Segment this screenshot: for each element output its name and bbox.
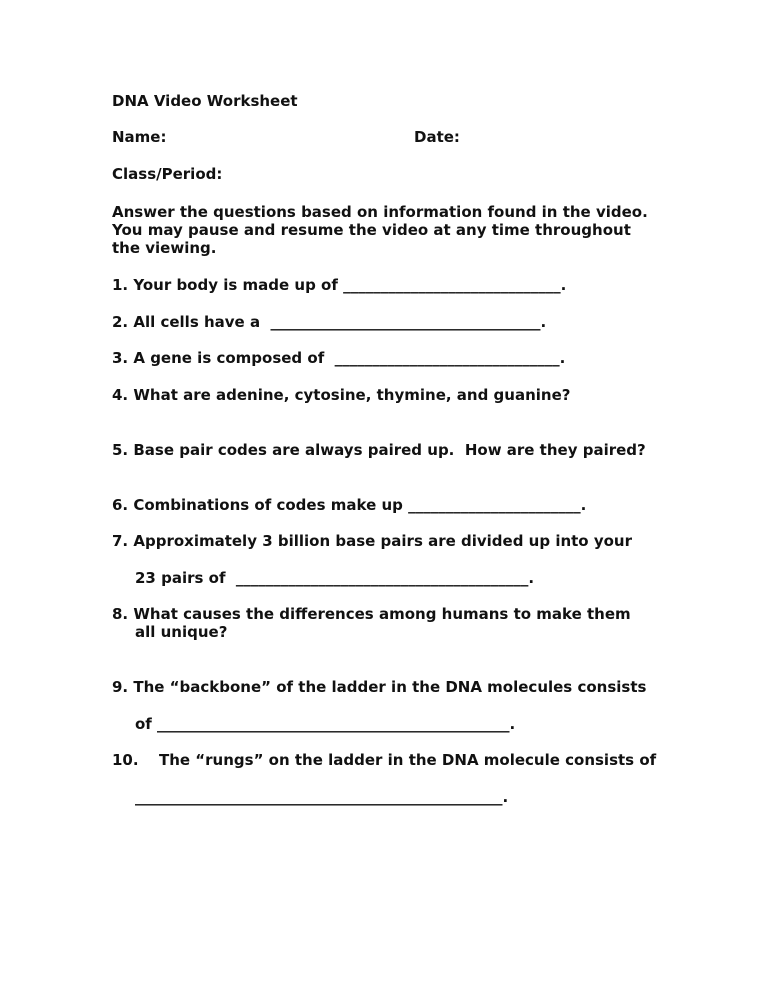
question-4: 4. What are adenine, cytosine, thymine, and guanine? [112,386,571,404]
question-9-blank: of _______________________________________________. [135,715,516,733]
question-1: 1. Your body is made up of _____________________________. [112,276,567,294]
date-label: Date: [414,128,460,146]
class-period-label: Class/Period: [112,165,223,183]
name-label: Name: [112,128,167,146]
question-2: 2. All cells have a ____________________________________. [112,313,547,331]
question-7-blank: 23 pairs of _______________________________________. [135,569,535,587]
question-7: 7. Approximately 3 billion base pairs are divided up into your [112,532,632,550]
instructions-line: You may pause and resume the video at any time throughout [112,221,631,239]
question-10-number: 10. [112,751,139,769]
instructions-line: Answer the questions based on information found in the video. [112,203,648,221]
worksheet-title: DNA Video Worksheet [112,92,298,110]
question-5: 5. Base pair codes are always paired up. How are they paired? [112,441,646,459]
question-3: 3. A gene is composed of ______________________________. [112,349,566,367]
question-10: The “rungs” on the ladder in the DNA molecule consists of [159,751,657,769]
question-8: 8. What causes the differences among humans to make them [112,605,631,623]
question-9: 9. The “backbone” of the ladder in the DNA molecules consists [112,678,647,696]
question-8-continued: all unique? [135,623,228,641]
question-6: 6. Combinations of codes make up _______________________. [112,496,587,514]
question-10-blank: _________________________________________________. [135,788,509,806]
instructions-line: the viewing. [112,239,217,257]
